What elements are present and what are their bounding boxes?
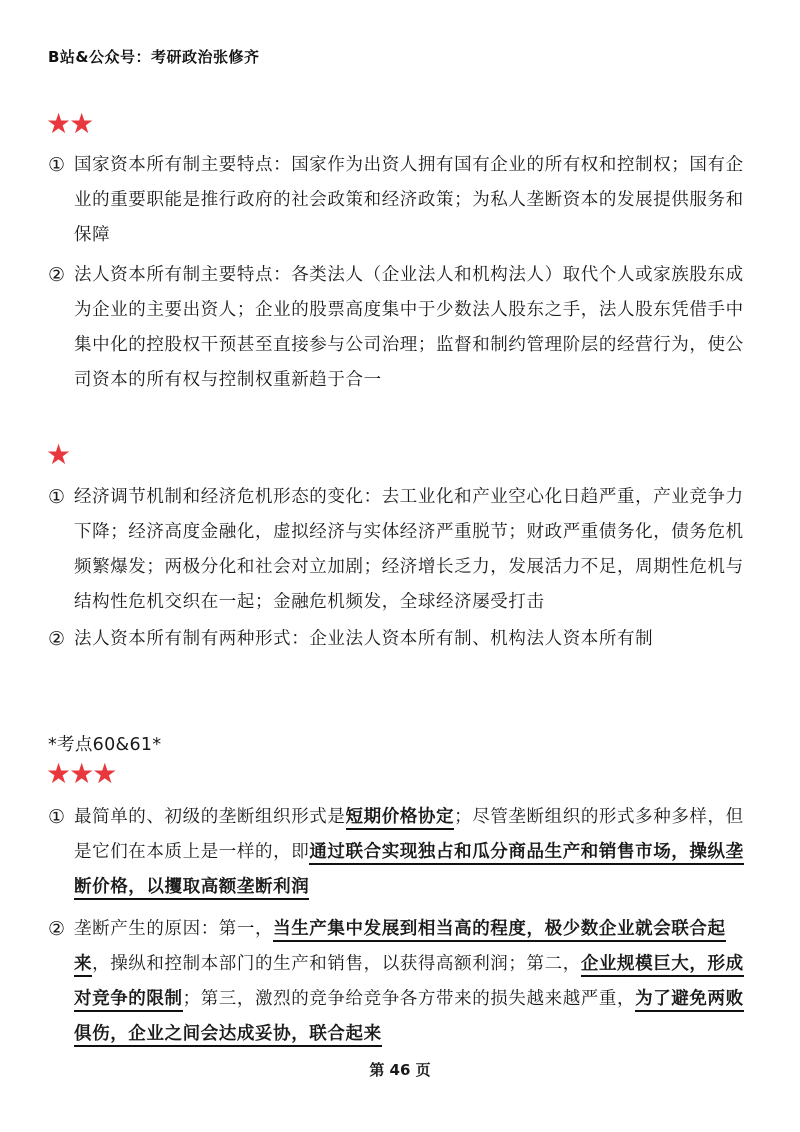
item-number: ① bbox=[48, 154, 66, 176]
item-number: ② bbox=[48, 628, 66, 650]
item-text: 去工业化和产业空心化日趋严重，产业竞争力下降；经济高度金融化，虚拟经济与实体经济严重脱节；财政严重债务化，债务危机频繁爆发；两极分化和社会对立加剧；经济增长乏力，发展活力不足，周期性危机与结构性危机交织在一起；金融危机频发，全球经济屡受打击 bbox=[74, 487, 744, 612]
item-text: 企业法人资本所有制、机构法人资本所有制 bbox=[309, 629, 654, 649]
key-phrase-underlined: 通过联合实现独占和瓜分商品生产和销售市场，操纵垄断价格，以攫取高额垄断利润 bbox=[74, 842, 744, 900]
list-item bbox=[48, 480, 760, 620]
list-item bbox=[48, 258, 760, 398]
item-text: 国家作为出资人拥有国有企业的所有权和控制权；国有企业的重要职能是推行政府的社会政策和经济政策；为私人垄断资本的发展提供服务和保障 bbox=[74, 155, 744, 245]
item-body bbox=[74, 800, 760, 905]
item-text: 各类法人（企业法人和机构法人）取代个人或家族股东成为企业的主要出资人；企业的股票高度集中于少数法人股东之手，法人股东凭借手中集中化的控股权干预甚至直接参与公司治理；监督和制约管理阶层的经营行为，使公司资本的所有权与控制权重新趋于合一 bbox=[74, 265, 744, 390]
list-item bbox=[48, 622, 760, 657]
item-text: ，操纵和控制本部门的生产和销售，以获得高额利润；第二， bbox=[92, 954, 581, 974]
item-text: 最简单的、初级的 bbox=[74, 807, 219, 827]
item-body bbox=[74, 480, 760, 620]
item-title: 经济调节机制和经济危机形态的变化： bbox=[74, 487, 382, 507]
key-phrase-underlined: 企业规模巨大，形成对竞争的限制 bbox=[74, 954, 744, 1012]
key-phrase-underlined: 为了避免两败俱伤，企业之间会达成妥协，联合起来 bbox=[74, 989, 744, 1047]
item-body bbox=[74, 148, 760, 253]
item-body bbox=[74, 258, 760, 398]
item-title: 法人资本所有制主要特点： bbox=[74, 265, 292, 285]
exam-point-note: *考点60&61* bbox=[48, 735, 162, 755]
page-number: 第 46 页 bbox=[369, 1061, 431, 1079]
item-body bbox=[74, 622, 760, 657]
item-text: 垄断产生的原因：第一， bbox=[74, 919, 274, 939]
item-number: ① bbox=[48, 486, 66, 508]
item-text: ；尽管垄断组织的形式多种多样，但是它们在本质上是一样的，即 bbox=[74, 807, 744, 862]
item-body bbox=[74, 912, 760, 1052]
item-text: ；第三，激烈的竞争给竞争各方带来的损失越来越严重， bbox=[182, 989, 636, 1009]
item-text: 垄断组织形式是 bbox=[218, 807, 346, 827]
list-item bbox=[48, 800, 760, 905]
importance-stars: ★ bbox=[46, 438, 70, 471]
item-number: ② bbox=[48, 918, 66, 940]
importance-stars: ★★★ bbox=[46, 757, 116, 790]
key-phrase-underlined: 当生产集中发展到相当高的程度，极少数企业就会联合起来 bbox=[74, 919, 726, 977]
item-title: 法人资本所有制有两种形式： bbox=[74, 629, 310, 649]
list-item bbox=[48, 912, 760, 1052]
item-number: ① bbox=[48, 806, 66, 828]
key-phrase-underlined: 短期价格协定 bbox=[346, 807, 455, 830]
importance-stars: ★★ bbox=[46, 107, 93, 140]
list-item bbox=[48, 148, 760, 253]
item-title: 国家资本所有制主要特点： bbox=[74, 155, 292, 175]
item-number: ② bbox=[48, 264, 66, 286]
page-header: B站&公众号：考研政治张修齐 bbox=[48, 48, 260, 66]
